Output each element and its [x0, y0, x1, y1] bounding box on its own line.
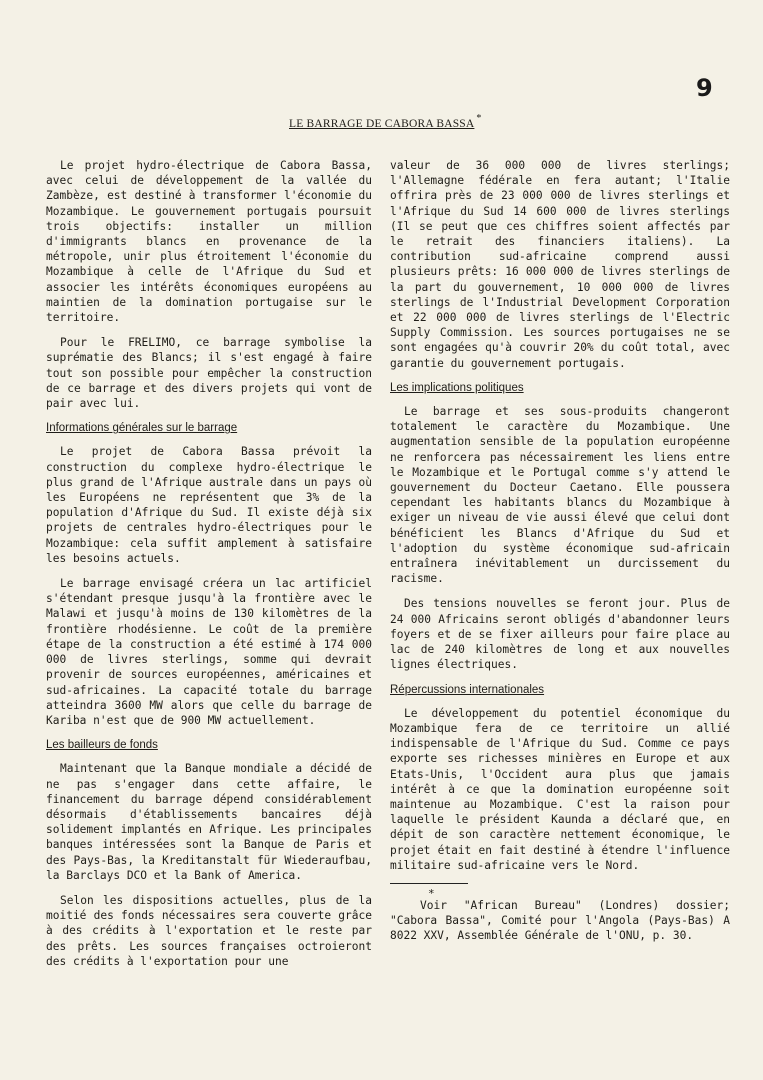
footnote-text: Voir "African Bureau" (Londres) dossier; "Cabora Bassa", Comité pour l'Angola (Pays-Bas) A 8022 XXV, Assemblée Générale de l'ONU, p. 30. [390, 898, 730, 943]
general-info-paragraph-1: Le projet de Cabora Bassa prévoit la construction du complexe hydro-électrique le plus grand de l'Afrique australe dans un pays où les Européens ne représentent que 3% de la population d'Afrique du Sud. Il existe déjà six projets de centrales hydro-électriques pour le Mozambique: cela suffit amplement à satisfaire les besoins actuels. [46, 445, 372, 565]
title-footnote-mark: * [476, 113, 482, 124]
footnote-mark: * [428, 886, 435, 900]
political-paragraph-1: Le barrage et ses sous-produits changeront totalement le caractère du Mozambique. Une augmentation sensible de la population européenne ne renforcera pas nécessairement les liens entre le Mozambique et le Portugal comme s'y attend le gouvernement du Docteur Caetano. Elle poussera cependant les habitants blancs du Mozambique à exiger un niveau de vie aussi élevé que celui dont bénéficient les Blancs d'Afrique du Sud et l'adoption du système économique sud-africain entraînera inévitablement un durcissement du racisme. [390, 405, 730, 586]
political-paragraph-2: Des tensions nouvelles se feront jour. Plus de 24 000 Africains seront obligés d'abandonner leurs foyers et de se fixer ailleurs pour faire place au lac de 240 kilomètres de long et aux nouvelles lignes électriques. [390, 597, 730, 672]
continued-paragraph: valeur de 36 000 000 de livres sterlings; l'Allemagne fédérale en fera autant; l'Italie offrira près de 23 000 000 de livres sterlings et l'Afrique du Sud 14 600 000 de livres sterlings (Il se peut que ces chiffres soient affectés par le retrait des financiers italiens). La contribution sud-africaine comprend aussi plusieurs prêts: 16 000 000 de livres sterlings de la part du gouvernement, 10 000 000 de livres sterlings de l'Industrial Development Corporation et 22 000 000 de livres sterlings de l'Electric Supply Commission. Les sources portugaises ne se sont engagées qu'à couvrir 20% du coût total, avec garantie du gouvernement portugais. [390, 159, 730, 370]
intro-paragraph-2: Pour le FRELIMO, ce barrage symbolise la suprématie des Blancs; il s'est engagé à faire tout son possible pour empêcher la construction de ce barrage et des divers projets qui vont de pair avec lui. [46, 336, 372, 411]
section-heading-political-implications: Les implications politiques [390, 381, 524, 394]
international-paragraph-1: Le développement du potentiel économique du Mozambique fera de ce territoire un allié indispensable de l'Afrique du Sud. Comme ce pays exporte ses richesses minières en Europe et aux Etats-Unis, l'Occident aura plus que jamais intérêt à ce que la domination européenne soit maintenue au Mozambique. C'est la raison pour laquelle le président Kaunda a déclaré que, en dépit de son caractère nettement économique, le projet était en fait destiné à étendre l'influence militaire sud-africaine vers le Nord. [390, 706, 730, 872]
right-column [390, 158, 730, 954]
intro-paragraph-1: Le projet hydro-électrique de Cabora Bassa, avec celui de développement de la vallée du Zambèze, est destiné à transformer l'économie du Mozambique. Le gouvernement portugais poursuit trois objectifs: installer un million d'immigrants blancs en provenance de la métropole, unir plus étroitement l'économie du Mozambique à celle de l'Afrique du Sud et associer les intérêts économiques européens au maintien de la domination portugaise sur le territoire. [46, 159, 372, 325]
left-column [46, 158, 372, 979]
section-heading-international-repercussions: Répercussions internationales [390, 683, 545, 696]
page-title [289, 113, 482, 130]
footnote-divider [390, 883, 468, 884]
section-heading-general-info: Informations générales sur le barrage [46, 422, 238, 435]
general-info-paragraph-2: Le barrage envisagé créera un lac artificiel s'étendant presque jusqu'à la frontière avec le Malawi et jusqu'à moins de 130 kilomètres de la frontière rhodésienne. Le coût de la première étape de la construction a été estimé à 174 000 000 de livres sterlings, somme qui devrait provenir de sources européennes, américaines et sud-africaines. La capacité totale du barrage atteindra 3600 MW alors que celle du barrage de Kariba n'est que de 900 MW actuellement. [46, 577, 372, 727]
page-number: 9 [696, 74, 713, 102]
funders-paragraph-2: Selon les dispositions actuelles, plus de la moitié des fonds nécessaires sera couverte grâce à des crédits à l'exportation et le reste par des prêts. Les sources françaises octroieront des crédits à l'exportation pour une [46, 893, 372, 968]
section-heading-funders: Les bailleurs de fonds [46, 739, 158, 752]
title-text: LE BARRAGE DE CABORA BASSA [289, 118, 475, 130]
funders-paragraph-1: Maintenant que la Banque mondiale a décidé de ne pas s'engager dans cette affaire, le financement du barrage dépend considérablement désormais d'établissements bancaires déjà solidement implantés en Afrique. Les principales banques intéressées sont la Banque de Paris et des Pays-Bas, la Kreditanstalt für Wiederaufbau, la Barclays DCO et la Bank of America. [46, 762, 372, 882]
footnote [390, 886, 730, 944]
